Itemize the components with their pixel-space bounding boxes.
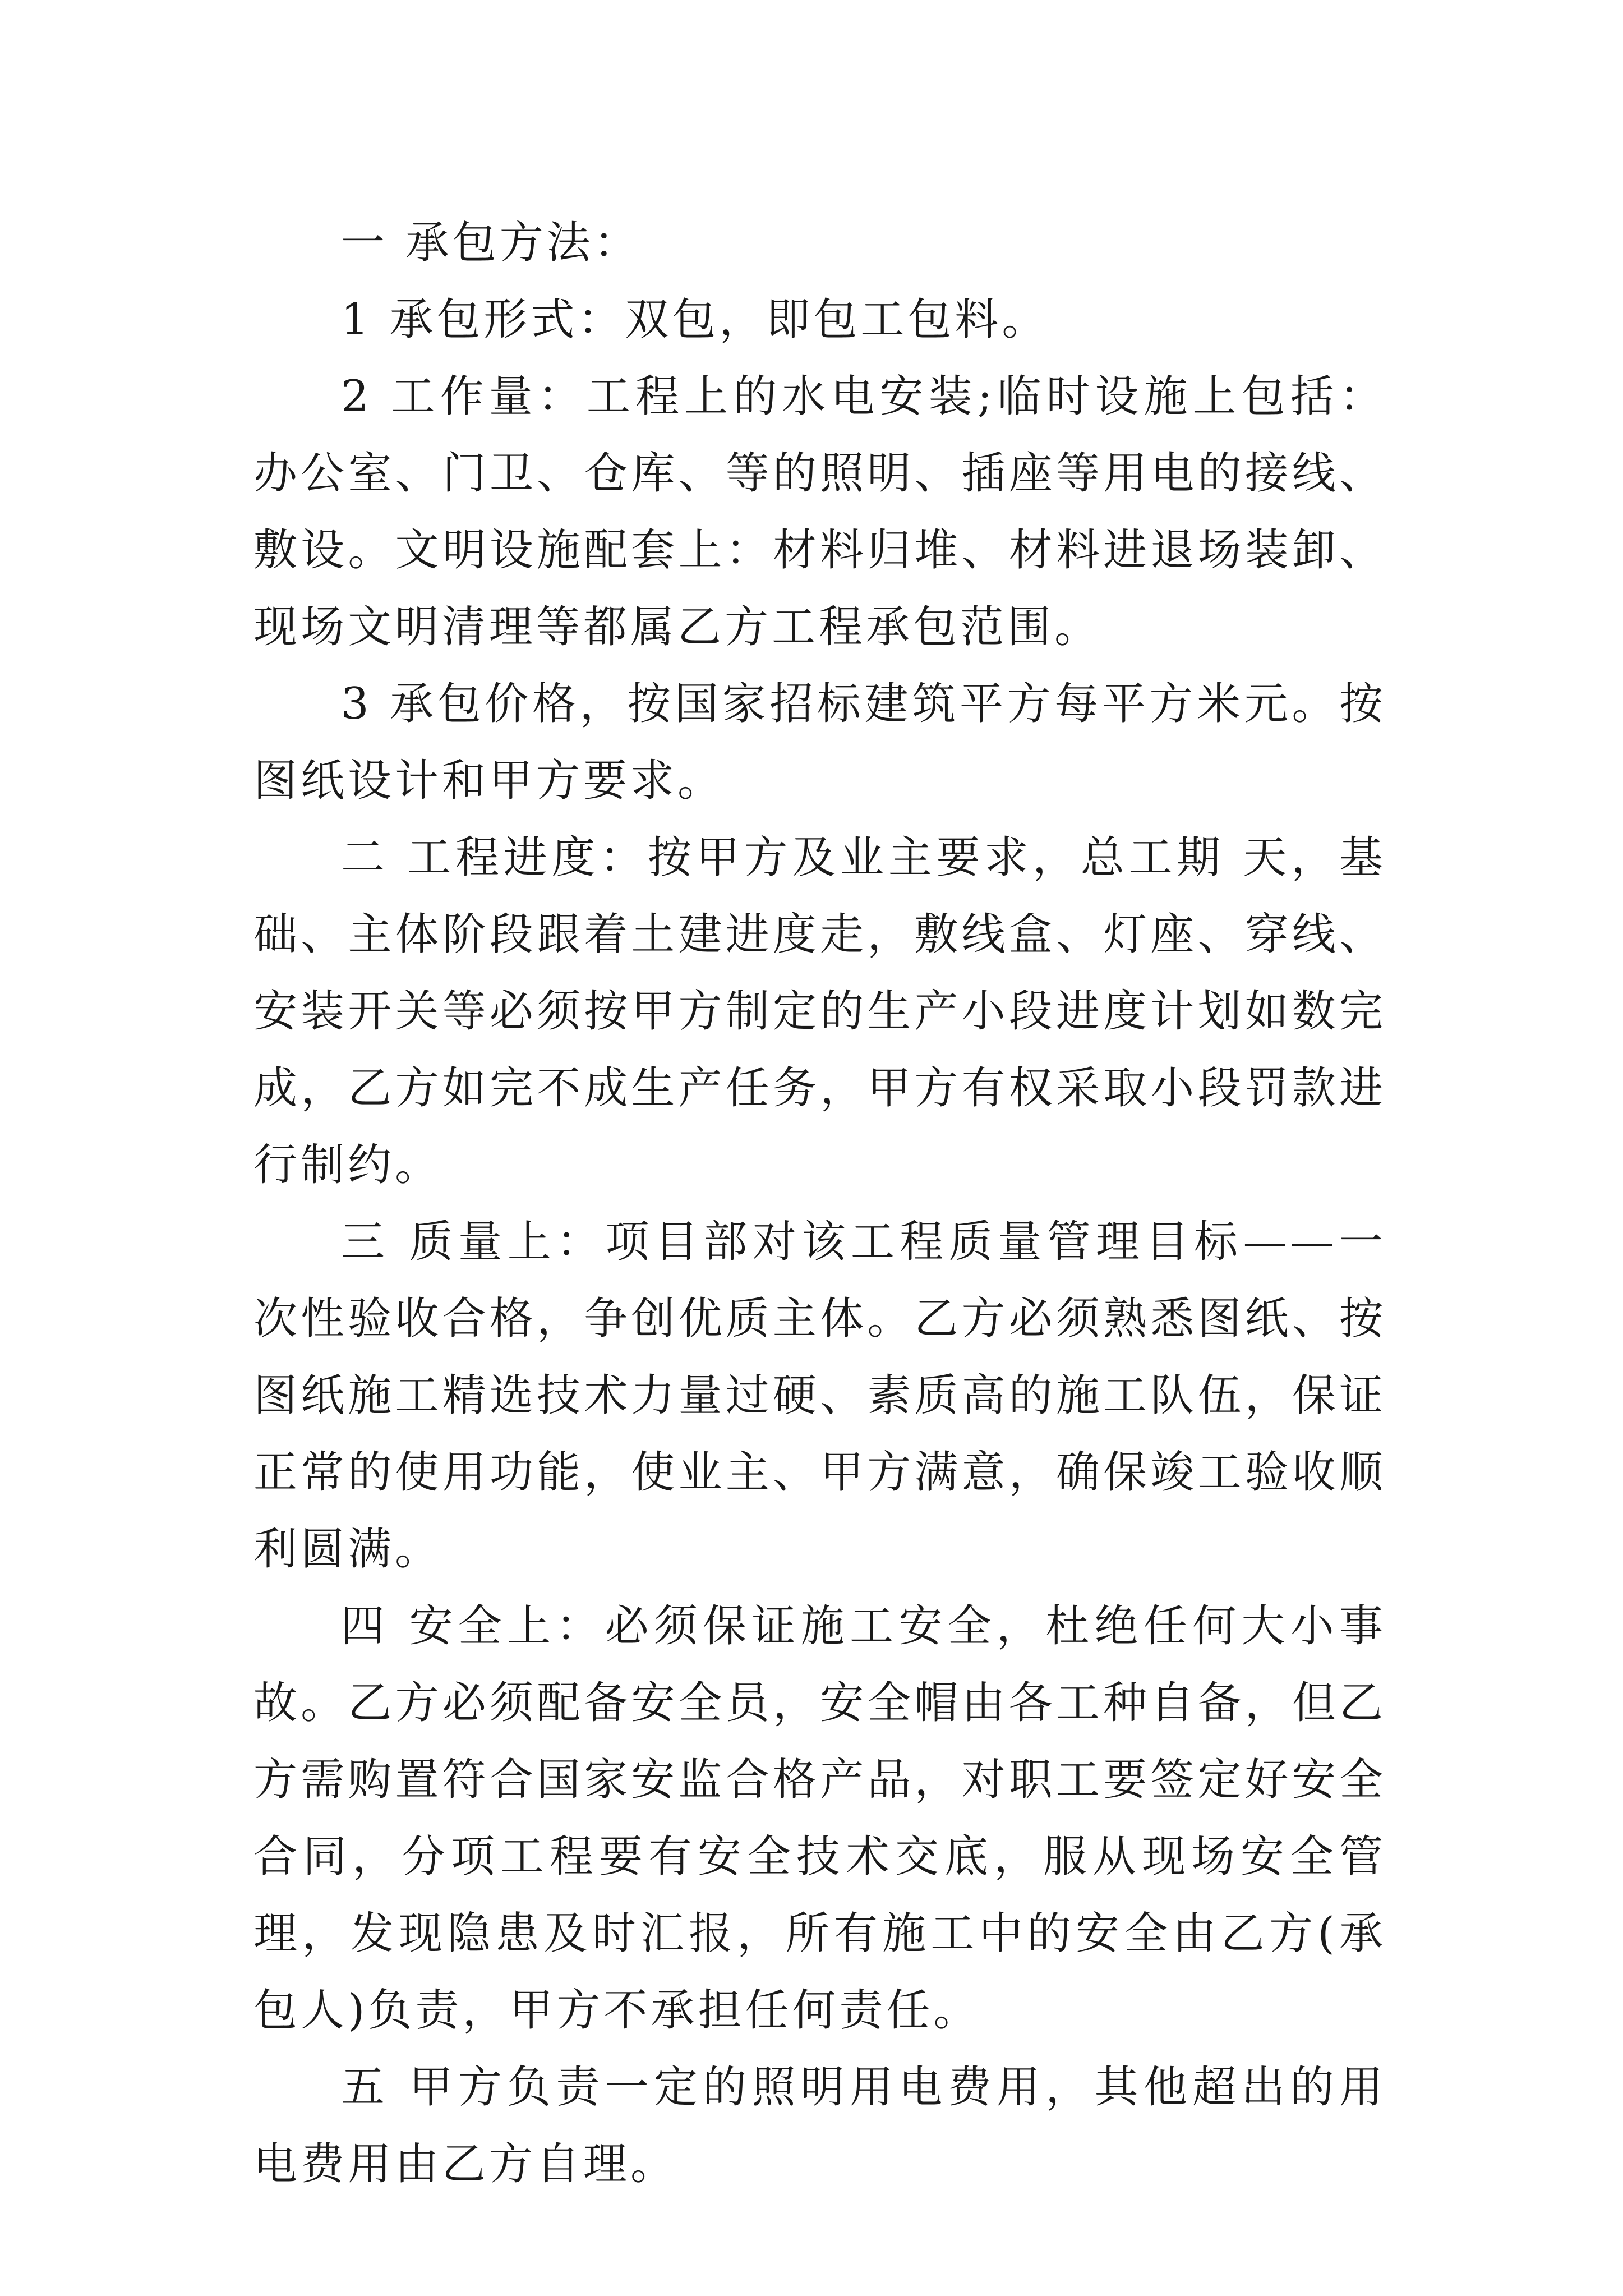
paragraph-workload: 2 工作量：工程上的水电安装;临时设施上包括：办公室、门卫、仓库、等的照明、插座等用电的接线、敷设。文明设施配套上：材料归堆、材料进退场装卸、现场文明清理等都属乙方工程承包范围。	[253, 371, 1386, 652]
paragraph-safety: 四 安全上：必须保证施工安全，杜绝任何大小事故。乙方必须配备安全员，安全帽由各工种自备，但乙方需购置符合国家安监合格产品，对职工要签定好安全合同，分项工程要有安全技术交底，服从现场安全管理，发现隐患及时汇报，所有施工中的安全由乙方(承包人)负责，甲方不承担任何责任。	[253, 1601, 1386, 2036]
document-body	[253, 205, 1386, 2203]
paragraph-contract-method-heading: 一 承包方法：	[341, 218, 641, 268]
paragraph-contract-form: 1 承包形式：双包，即包工包料。	[341, 295, 1049, 345]
paragraph-quality: 三 质量上：项目部对该工程质量管理目标——一次性验收合格，争创优质主体。乙方必须熟悉图纸、按图纸施工精选技术力量过硬、素质高的施工队伍，保证正常的使用功能，使业主、甲方满意，确保竣工验收顺利圆满。	[253, 1217, 1386, 1575]
paragraph-contract-price: 3 承包价格，按国家招标建筑平方每平方米元。按图纸设计和甲方要求。	[253, 679, 1386, 806]
paragraph-schedule: 二 工程进度：按甲方及业主要求，总工期 天，基础、主体阶段跟着土建进度走，敷线盒、灯座、穿线、安装开关等必须按甲方制定的生产小段进度计划如数完成，乙方如完不成生产任务，甲方有权采取小段罚款进行制约。	[253, 832, 1386, 1190]
paragraph-electricity-fees: 五 甲方负责一定的照明用电费用，其他超出的用电费用由乙方自理。	[253, 2062, 1386, 2189]
